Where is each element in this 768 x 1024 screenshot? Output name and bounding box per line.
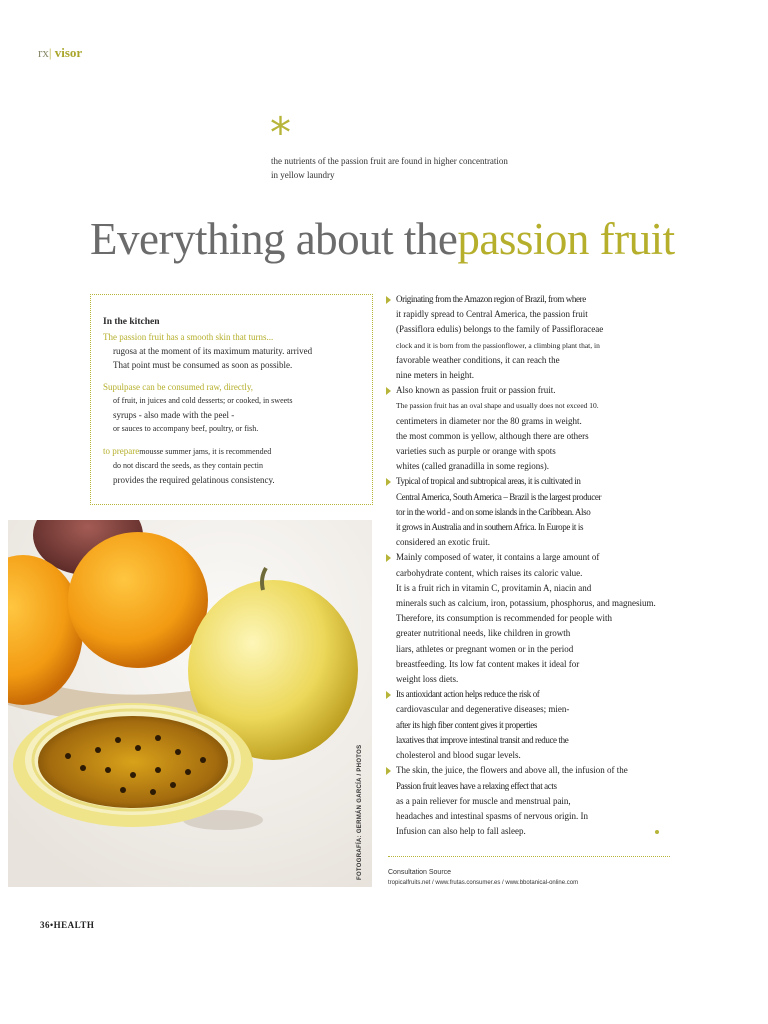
kitchen-p1-line-3: That point must be consumed as soon as possible. xyxy=(113,360,293,370)
kitchen-p2-line-2: of fruit, in juices and cold desserts; or cooked, in sweets xyxy=(113,396,293,405)
bullet-arrow-icon xyxy=(386,387,391,395)
page-footer xyxy=(40,920,94,930)
bullet-arrow-icon xyxy=(386,478,391,486)
fact-line: Typical of tropical and subtropical areas, it is cultivated in xyxy=(396,476,581,487)
fact-line: varieties such as purple or orange with spots xyxy=(396,446,556,457)
asterisk-ornament: * xyxy=(270,108,291,157)
fact-item-origin xyxy=(386,292,686,383)
fact-line: whites (called granadilla in some regions). xyxy=(396,461,549,472)
subtitle-line-2: in yellow laundry xyxy=(271,170,335,180)
fact-line: minerals such as calcium, iron, potassium, phosphorus, and magnesium. xyxy=(396,598,656,609)
fact-line: headaches and intestinal spasms of nervous origin. In xyxy=(396,810,588,821)
fact-line: Mainly composed of water, it contains a large amount of xyxy=(396,552,600,563)
fact-line: It is a fruit rich in vitamin C, provitamin A, niacin and xyxy=(396,582,592,593)
fact-line: clock and it is born from the passionflower, a climbing plant that, in xyxy=(396,340,600,350)
section-tag xyxy=(38,45,82,61)
kitchen-p1-highlight: The passion fruit has a smooth skin that turns... xyxy=(103,332,274,342)
kitchen-sidebar-box xyxy=(90,294,373,505)
fact-line: Originating from the Amazon region of Brazil, from where xyxy=(396,294,586,304)
fact-line: it rapidly spread to Central America, the passion fruit xyxy=(396,309,588,320)
bullet-arrow-icon xyxy=(386,767,391,775)
fact-line: The passion fruit has an oval shape and usually does not exceed 10. xyxy=(396,401,599,411)
article-title xyxy=(90,213,675,265)
intro-subtitle xyxy=(271,154,571,182)
kitchen-heading: In the kitchen xyxy=(103,317,160,327)
fact-item-nutrition xyxy=(386,550,686,687)
source-urls: tropicalfruits.net / www.frutas.consumer.es / www.bbotanical-online.com xyxy=(388,880,579,886)
fact-line: as a pain reliever for muscle and menstrual pain, xyxy=(396,795,571,806)
kitchen-paragraph-1 xyxy=(103,330,362,372)
fact-line: Infusion can also help to fall asleep. xyxy=(396,826,526,837)
fact-line: Passion fruit leaves have a relaxing effect that acts xyxy=(396,780,557,791)
bullet-arrow-icon xyxy=(386,296,391,304)
fact-line: the most common is yellow, although there are others xyxy=(396,430,589,441)
bullet-arrow-icon xyxy=(386,554,391,562)
fact-line: after its high fiber content gives it properties xyxy=(396,719,538,730)
kitchen-p1-line-2: rugosa at the moment of its maximum maturity. arrived xyxy=(113,346,313,356)
kitchen-p2-highlight: Supulpase can be consumed raw, directly, xyxy=(103,382,254,392)
footer-section: HEALTH xyxy=(53,920,95,930)
fact-line: Therefore, its consumption is recommended for people with xyxy=(396,613,612,624)
fact-line: breastfeeding. Its low fat content makes it ideal for xyxy=(396,658,580,669)
passion-fruit-illustration xyxy=(8,520,372,887)
fact-line: greater nutritional needs, like children in growth xyxy=(396,628,571,639)
fact-line: favorable weather conditions, it can reach the xyxy=(396,354,560,365)
kitchen-p3-line-1-rest: mousse summer jams, it is recommended xyxy=(139,447,272,456)
fact-line: cholesterol and blood sugar levels. xyxy=(396,750,521,761)
fact-line: cardiovascular and degenerative diseases; mien- xyxy=(396,704,570,715)
section-prefix: rx xyxy=(38,45,49,60)
fact-item-cultivation xyxy=(386,474,686,550)
page-number: 36 xyxy=(40,920,50,930)
footer-separator: • xyxy=(50,920,54,930)
kitchen-paragraph-2 xyxy=(103,380,362,436)
fact-line: carbohydrate content, which raises its caloric value. xyxy=(396,567,583,578)
fact-item-antioxidant xyxy=(386,687,686,763)
fact-line: weight loss diets. xyxy=(396,674,459,685)
end-of-article-dot xyxy=(655,830,659,834)
fact-line: Also known as passion fruit or passion fruit. xyxy=(396,385,556,396)
kitchen-p3-line-2: do not discard the seeds, as they contain pectin xyxy=(113,461,263,470)
kitchen-p2-line-4: or sauces to accompany beef, poultry, or fish. xyxy=(113,424,259,433)
fact-item-appearance xyxy=(386,383,686,474)
title-part-1: Everything about the xyxy=(90,214,458,264)
fact-line: Its antioxidant action helps reduce the risk of xyxy=(396,689,540,700)
fact-line: nine meters in height. xyxy=(396,370,474,381)
subtitle-line-1: the nutrients of the passion fruit are found in higher concentration xyxy=(271,156,508,166)
fact-line: laxatives that improve intestinal transit and reduce the xyxy=(396,734,569,745)
fact-item-infusion xyxy=(386,763,686,839)
fact-line: liars, athletes or pregnant women or in the period xyxy=(396,643,574,654)
source-block xyxy=(388,868,578,888)
kitchen-p3-line-3: provides the required gelatinous consistency. xyxy=(113,475,275,485)
photo-credit: FOTOGRAFÍA: GERMÁN GARCÍA / PHOTOS xyxy=(357,744,363,880)
fact-line: (Passiflora edulis) belongs to the family of Passifloraceae xyxy=(396,324,604,335)
fact-line: it grows in Australia and in southern Africa. In Europe it is xyxy=(396,522,584,533)
kitchen-p3-highlight: to prepare xyxy=(103,446,140,456)
fact-line: Central America, South America – Brazil is the largest producer xyxy=(396,491,602,502)
kitchen-paragraph-3 xyxy=(103,444,362,487)
kitchen-p2-line-3: syrups - also made with the peel - xyxy=(113,410,235,420)
facts-list xyxy=(386,292,686,839)
source-divider xyxy=(388,856,670,857)
passion-fruit-photo xyxy=(8,520,372,887)
fact-line: tor in the world - and on some islands in the Caribbean. Also xyxy=(396,506,591,517)
title-part-2: passion fruit xyxy=(457,214,675,264)
fact-line: The skin, the juice, the flowers and above all, the infusion of the xyxy=(396,765,628,776)
section-separator: | xyxy=(48,45,52,60)
fact-line: centimeters in diameter nor the 80 grams in weight. xyxy=(396,415,582,426)
source-label: Consultation Source xyxy=(388,869,452,876)
fact-line: considered an exotic fruit. xyxy=(396,537,490,548)
section-name: visor xyxy=(54,45,83,60)
bullet-arrow-icon xyxy=(386,691,391,699)
